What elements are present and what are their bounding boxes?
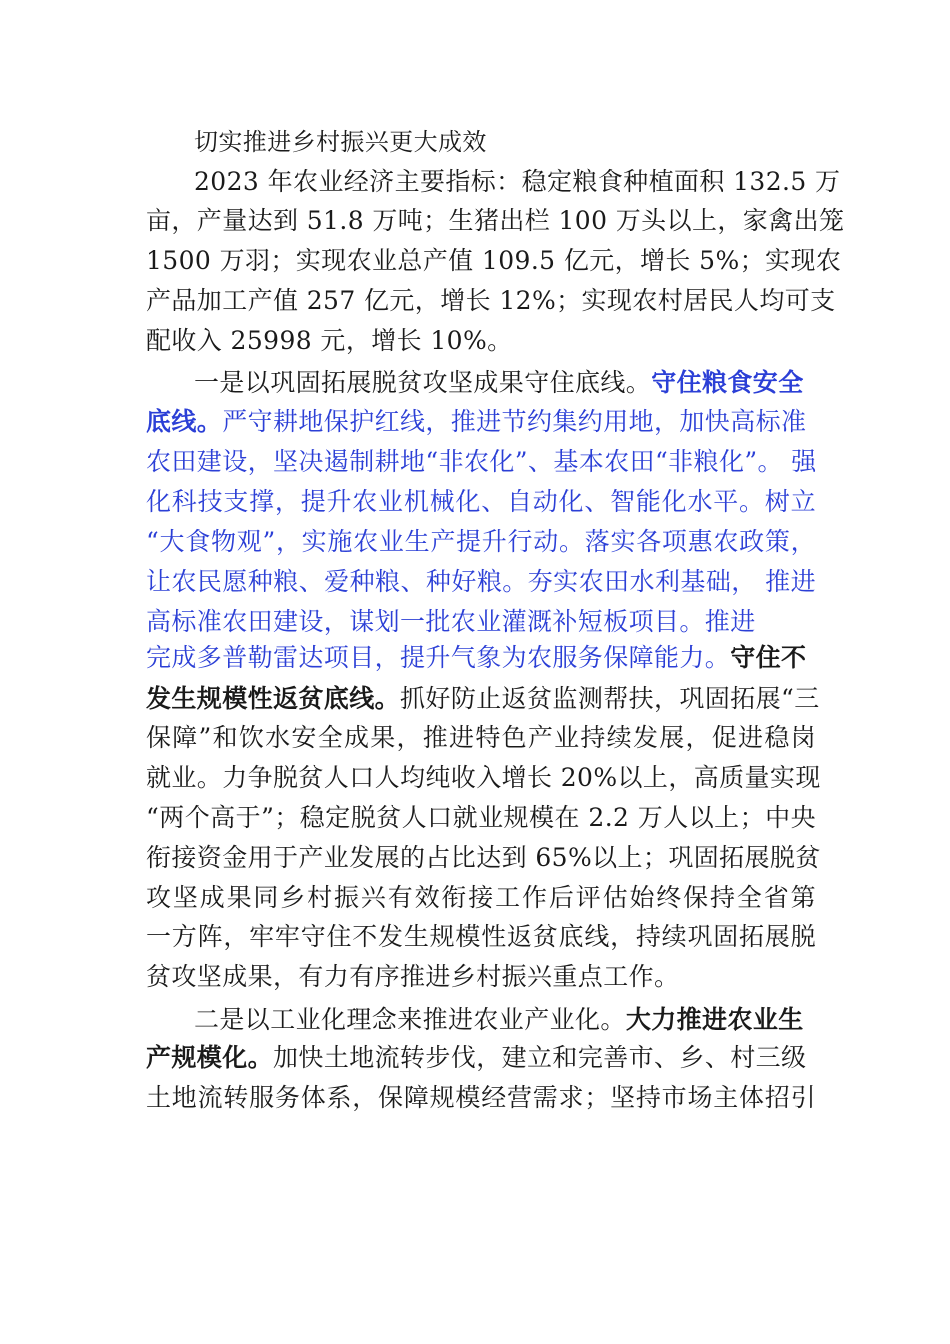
- paragraph-line: [146, 407, 816, 437]
- highlight-phrase: 底线。: [146, 407, 223, 436]
- paragraph-line: 1500 万羽；实现农业总产值 109.5 亿元，增长 5%；实现农: [146, 246, 842, 275]
- paragraph-line: [194, 368, 864, 398]
- paragraph-line: 贫攻坚成果，有力有序推进乡村振兴重点工作。: [146, 962, 680, 991]
- highlight-phrase: 大力推进农业生: [625, 1005, 804, 1034]
- paragraph-line: 产品加工产值 257 亿元，增长 12%；实现农村居民人均可支: [146, 286, 836, 315]
- highlight-phrase: 产规模化。: [146, 1043, 274, 1072]
- paragraph-line: 保障”和饮水安全成果，推进特色产业持续发展，促进稳岗: [146, 723, 816, 752]
- paragraph-line: 土地流转服务体系，保障规模经营需求；坚持市场主体招引: [146, 1083, 816, 1112]
- highlight-phrase: 发生规模性返贫底线。: [146, 684, 401, 713]
- body-text: 抓好防止返贫监测帮扶，巩固拓展“三: [400, 684, 820, 713]
- section-heading: 一是以巩固拓展脱贫攻坚成果守住底线。: [194, 368, 652, 397]
- highlight-phrase: 守住不: [730, 643, 807, 672]
- paragraph-line: 农田建设，坚决遏制耕地“非农化”、基本农田“非粮化”。 强: [146, 447, 817, 476]
- highlight-phrase: 守住粮食安全: [651, 368, 804, 397]
- blue-text: 严守耕地保护红线，推进节约集约用地，加快高标准: [222, 407, 807, 436]
- paragraph-line: [146, 643, 816, 673]
- paragraph-line: 高标准农田建设，谋划一批农业灌溉补短板项目。推进: [146, 607, 756, 636]
- paragraph-line: [194, 1005, 864, 1035]
- paragraph-line: 就业。力争脱贫人口人均纯收入增长 20%以上，高质量实现: [146, 763, 821, 792]
- paragraph-line: 让农民愿种粮、爱种粮、种好粮。夯实农田水利基础， 推进: [146, 567, 816, 596]
- page-title: 切实推进乡村振兴更大成效: [194, 128, 487, 156]
- section-heading: 二是以工业化理念来推进农业产业化。: [194, 1005, 626, 1034]
- paragraph-line: 攻坚成果同乡村振兴有效衔接工作后评估始终保持全省第: [146, 883, 816, 912]
- paragraph-line: 衔接资金用于产业发展的占比达到 65%以上；巩固拓展脱贫: [146, 843, 821, 872]
- body-text: 加快土地流转步伐，建立和完善市、乡、村三级: [273, 1043, 807, 1072]
- paragraph-line: “两个高于”；稳定脱贫人口就业规模在 2.2 万人以上；中央: [146, 803, 816, 832]
- blue-text: 完成多普勒雷达项目，提升气象为农服务保障能力。: [146, 643, 731, 672]
- paragraph-line: [146, 1043, 816, 1073]
- paragraph-line: 2023 年农业经济主要指标：稳定粮食种植面积 132.5 万: [194, 167, 841, 196]
- paragraph-line: 亩，产量达到 51.8 万吨；生猪出栏 100 万头以上，家禽出笼: [146, 206, 845, 235]
- paragraph-line: 一方阵，牢牢守住不发生规模性返贫底线，持续巩固拓展脱: [146, 922, 816, 951]
- paragraph-line: 配收入 25998 元，增长 10%。: [146, 326, 513, 355]
- paragraph-line: [146, 684, 820, 714]
- paragraph-line: “大食物观”，实施农业生产提升行动。落实各项惠农政策，: [146, 527, 816, 556]
- paragraph-line: 化科技支撑，提升农业机械化、自动化、智能化水平。树立: [146, 487, 816, 516]
